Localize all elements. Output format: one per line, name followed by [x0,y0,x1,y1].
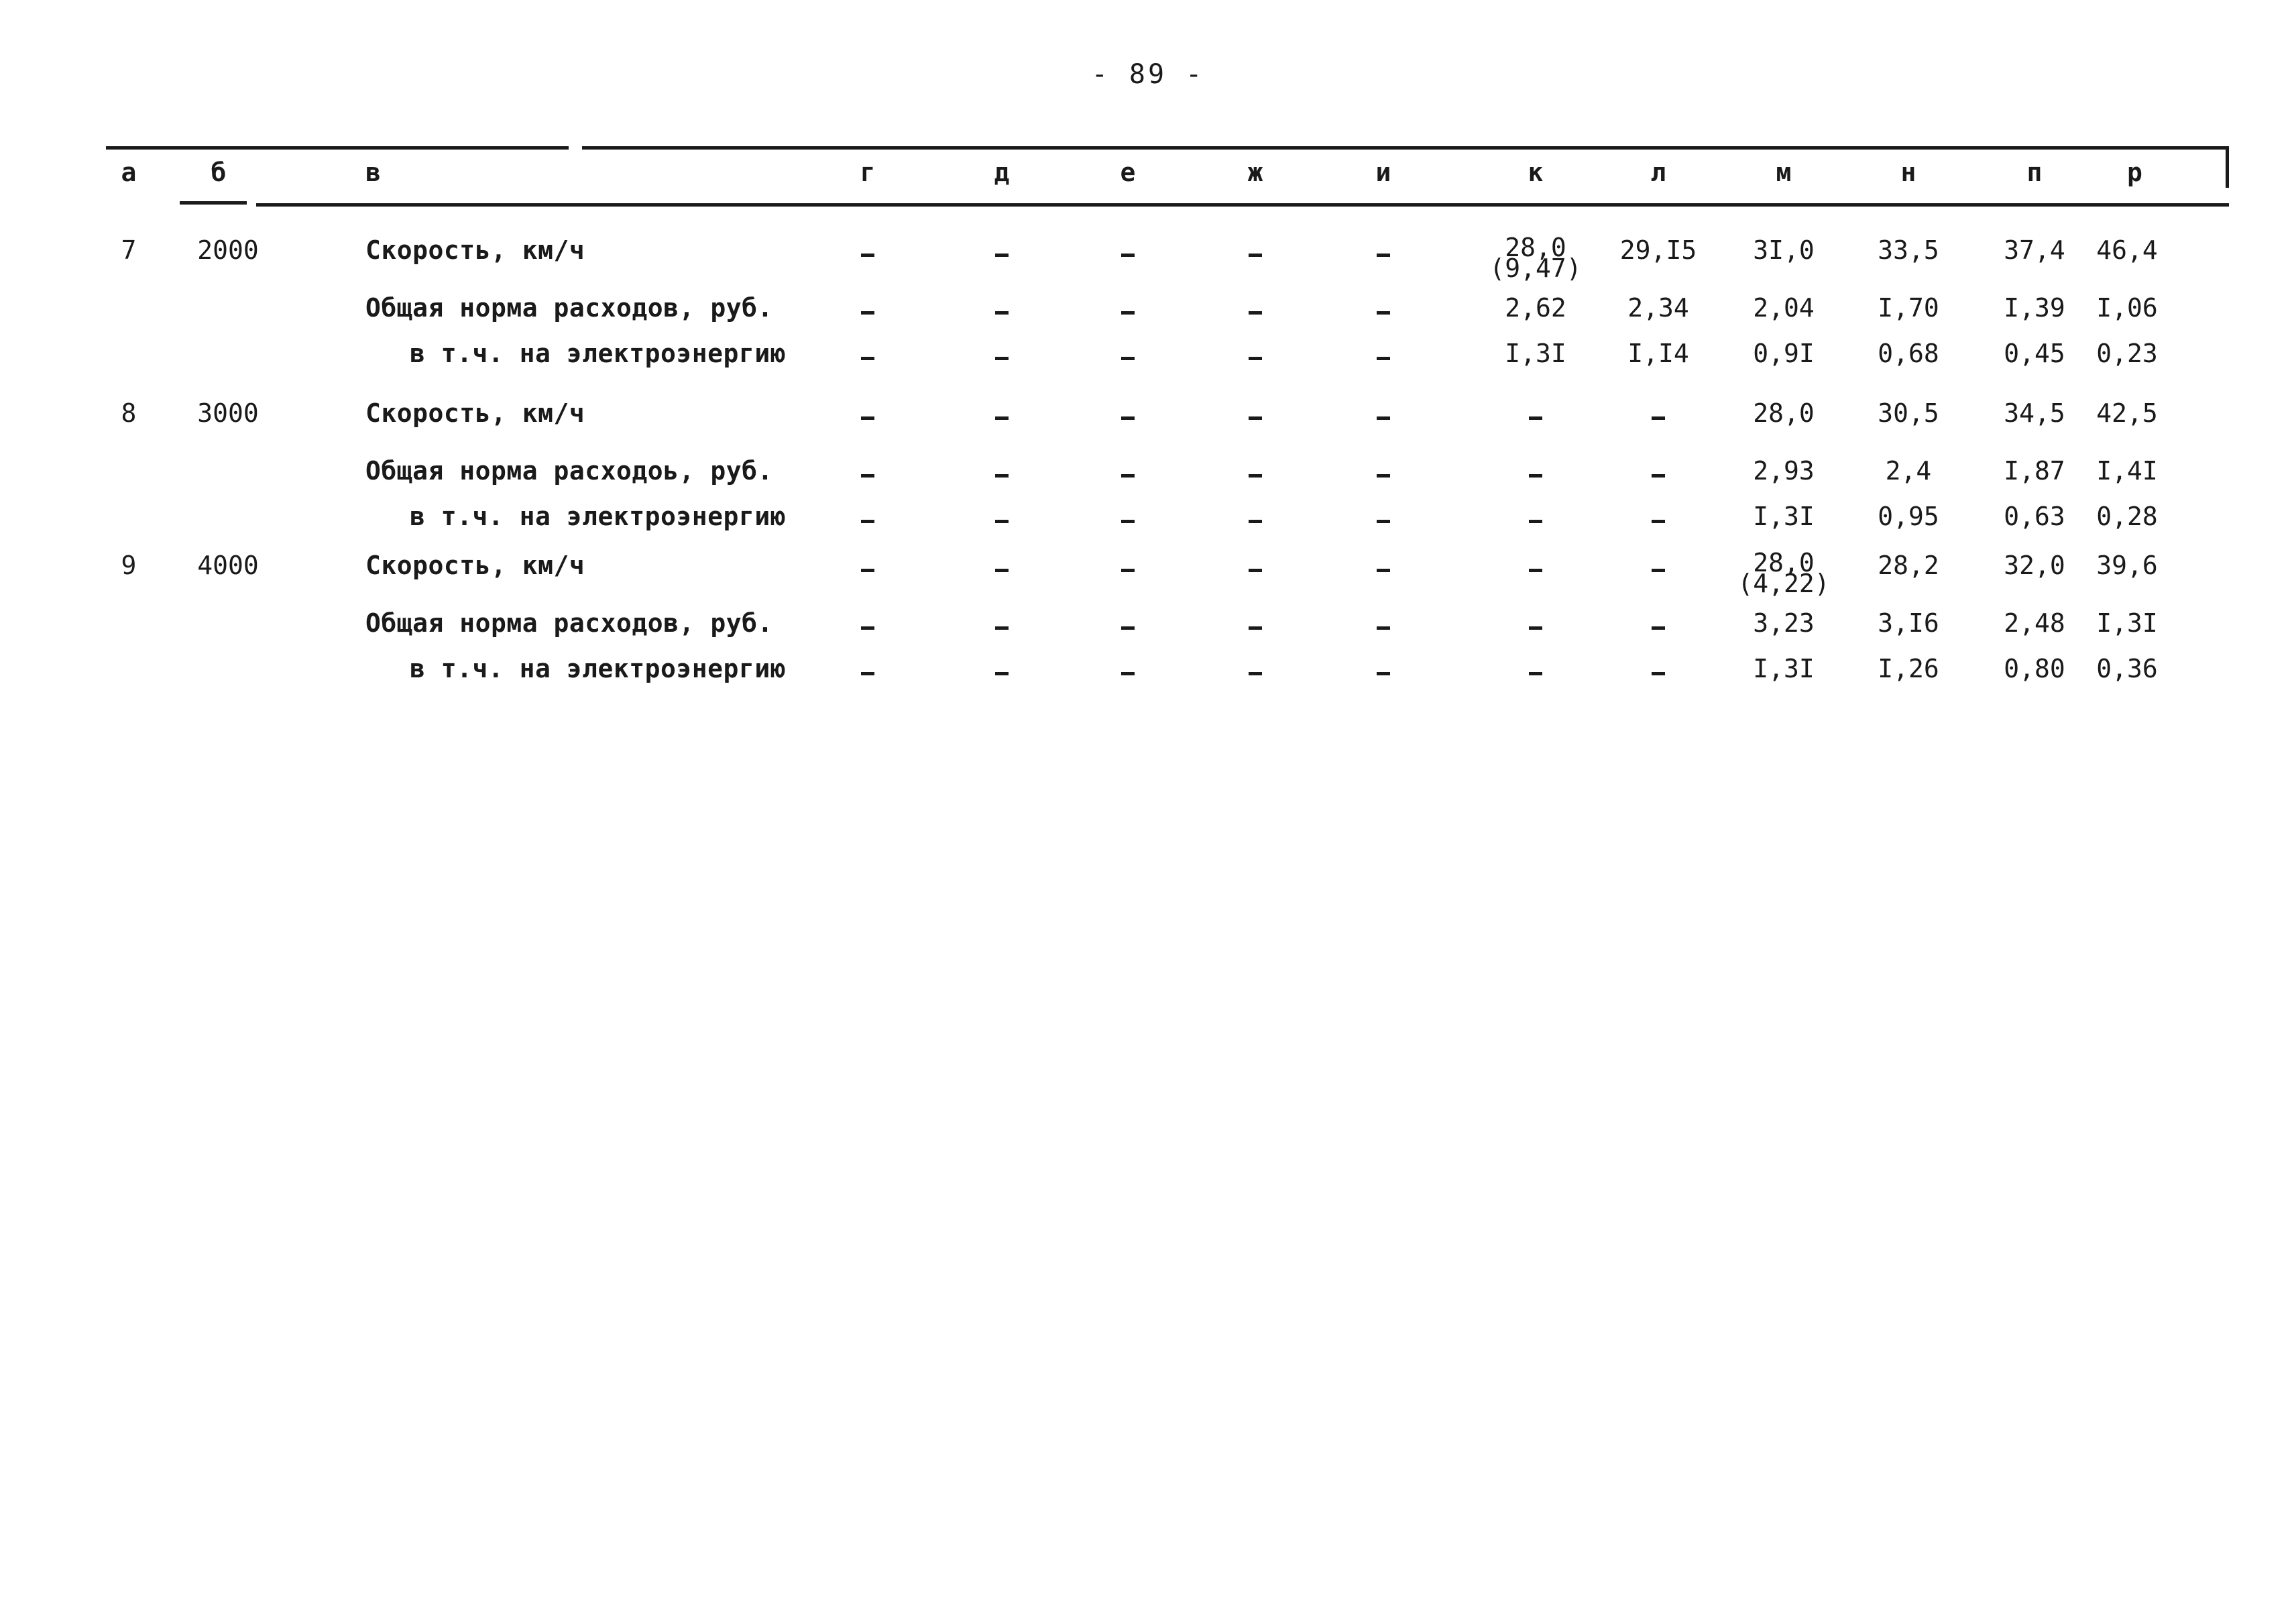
dash-cell [1652,569,1665,572]
dash-cell [1377,520,1390,523]
dash-cell [1652,672,1665,675]
value-line: 28,0 [1505,233,1566,262]
value-cell: 32,0 [2004,551,2065,580]
value-cell: I,4I [2096,456,2158,486]
column-header-2: в [365,158,381,187]
dash-cell [995,416,1009,420]
header-bottom-rule-left [180,201,247,205]
value-line: 28,0 [1753,548,1815,577]
value-line: (4,22) [1737,569,1830,599]
value-cell: 34,5 [2004,398,2065,428]
row-label: Общая норма расходоь, руб. [365,456,773,486]
value-cell: 42,5 [2096,398,2158,428]
value-cell: 29,I5 [1619,235,1697,265]
value-cell: 2,4 [1885,456,1932,486]
table-top-rule-right [582,146,2229,150]
dash-cell [1652,474,1665,478]
dash-cell [861,474,874,478]
dash-cell [1121,569,1135,572]
value-cell: 3I,0 [1753,235,1815,265]
dash-cell [1377,416,1390,420]
row-label: Скорость, км/ч [365,398,585,428]
value-cell [1489,233,1582,284]
dash-cell [1652,416,1665,420]
dash-cell [1377,357,1390,360]
dash-cell [861,416,874,420]
column-header-12: п [2026,158,2043,187]
value-cell: I,39 [2004,293,2065,323]
value-cell: 0,23 [2096,339,2158,368]
value-cell: 46,4 [2096,235,2158,265]
row-number: 8 [121,398,137,428]
dash-cell [995,672,1009,675]
dash-cell [1249,357,1262,360]
column-header-6: ж [1247,158,1263,187]
dash-cell [1121,626,1135,630]
dash-cell [995,520,1009,523]
table-right-border [2226,146,2229,188]
row-label: Скорость, км/ч [365,235,585,265]
dash-cell [861,254,874,257]
dash-cell [995,626,1009,630]
dash-cell [1249,520,1262,523]
value-cell: 0,9I [1753,339,1815,368]
value-cell: 39,6 [2096,551,2158,580]
value-cell [1737,548,1830,599]
column-header-7: и [1375,158,1391,187]
value-cell: I,26 [1878,654,1939,683]
value-cell: 0,68 [1878,339,1939,368]
value-cell: 0,45 [2004,339,2065,368]
column-header-4: д [994,158,1010,187]
dash-cell [861,626,874,630]
column-header-5: е [1120,158,1136,187]
row-label: Общая норма расходов, руб. [365,293,773,323]
value-cell: 0,95 [1878,502,1939,531]
dash-cell [1529,672,1542,675]
dash-cell [1121,311,1135,315]
value-cell: 0,28 [2096,502,2158,531]
dash-cell [861,357,874,360]
column-header-0: а [121,158,137,187]
dash-cell [1121,254,1135,257]
dash-cell [995,311,1009,315]
column-header-1: б [211,158,227,187]
dash-cell [1121,474,1135,478]
value-line: (9,47) [1489,254,1582,284]
dash-cell [861,672,874,675]
dash-cell [995,474,1009,478]
value-cell: 2,04 [1753,293,1815,323]
row-number: 7 [121,235,137,265]
value-cell: 2,62 [1505,293,1566,323]
dash-cell [1377,672,1390,675]
value-cell: 0,36 [2096,654,2158,683]
page-number: - 89 - [1091,59,1205,90]
dash-cell [995,357,1009,360]
dash-cell [1121,520,1135,523]
dash-cell [1121,357,1135,360]
dash-cell [1249,672,1262,675]
column-header-11: н [1900,158,1916,187]
value-cell: 28,2 [1878,551,1939,580]
value-cell: 3,23 [1753,608,1815,638]
value-cell: 2,48 [2004,608,2065,638]
value-cell: 3,I6 [1878,608,1939,638]
dash-cell [1377,254,1390,257]
dash-cell [1121,672,1135,675]
value-cell: I,3I [1505,339,1566,368]
row-label: Общая норма расходов, руб. [365,608,773,638]
dash-cell [1377,474,1390,478]
value-cell: I,87 [2004,456,2065,486]
row-label: Скорость, км/ч [365,551,585,580]
value-cell: 30,5 [1878,398,1939,428]
dash-cell [1529,474,1542,478]
row-label: в т.ч. на электроэнергию [410,339,787,368]
header-bottom-rule-right [256,203,2229,207]
row-label: в т.ч. на электроэнергию [410,654,787,683]
dash-cell [1377,569,1390,572]
dash-cell [995,569,1009,572]
value-cell: 0,80 [2004,654,2065,683]
column-header-10: м [1776,158,1792,187]
value-cell: 33,5 [1878,235,1939,265]
dash-cell [861,569,874,572]
value-cell: I,3I [1753,502,1815,531]
dash-cell [1529,520,1542,523]
row-number: 9 [121,551,137,580]
column-header-8: к [1528,158,1544,187]
column-header-3: г [860,158,876,187]
dash-cell [1529,416,1542,420]
dash-cell [1249,626,1262,630]
column-header-13: р [2127,158,2142,187]
value-cell: I,I4 [1627,339,1689,368]
dash-cell [1249,311,1262,315]
table-top-rule-left [106,146,569,150]
value-cell: 2,93 [1753,456,1815,486]
dash-cell [1249,416,1262,420]
value-cell: I,3I [2096,608,2158,638]
dash-cell [1249,474,1262,478]
voltage-value: 4000 [197,551,259,580]
value-cell: I,06 [2096,293,2158,323]
dash-cell [1529,569,1542,572]
dash-cell [1529,626,1542,630]
value-cell: I,70 [1878,293,1939,323]
dash-cell [1377,626,1390,630]
value-cell: I,3I [1753,654,1815,683]
row-label: в т.ч. на электроэнергию [410,502,787,531]
dash-cell [1249,254,1262,257]
dash-cell [1377,311,1390,315]
column-header-9: л [1650,158,1666,187]
dash-cell [1652,520,1665,523]
voltage-value: 3000 [197,398,259,428]
value-cell: 2,34 [1627,293,1689,323]
dash-cell [995,254,1009,257]
voltage-value: 2000 [197,235,259,265]
dash-cell [1249,569,1262,572]
value-cell: 37,4 [2004,235,2065,265]
dash-cell [861,311,874,315]
dash-cell [1652,626,1665,630]
value-cell: 0,63 [2004,502,2065,531]
dash-cell [1121,416,1135,420]
dash-cell [861,520,874,523]
value-cell: 28,0 [1753,398,1815,428]
